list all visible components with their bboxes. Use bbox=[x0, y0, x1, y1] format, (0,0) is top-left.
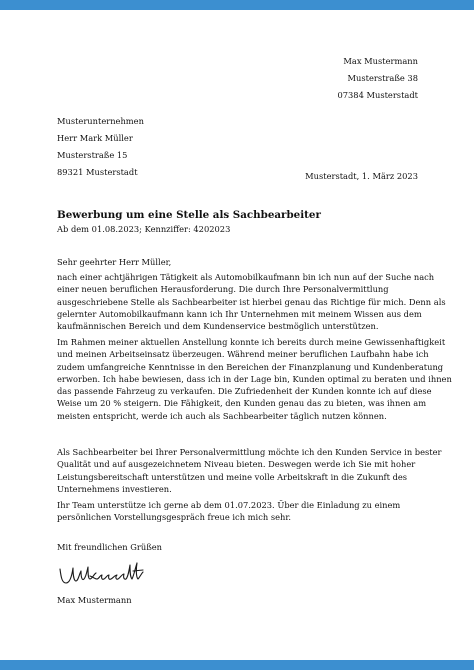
sender-street: Musterstraße 38 bbox=[347, 73, 418, 83]
recipient-company: Musterunternehmen bbox=[57, 116, 144, 126]
body-paragraph-3 bbox=[57, 446, 442, 495]
top-accent-bar bbox=[0, 0, 474, 10]
paragraph-line: nach einer achtjährigen Tätigkeit als Automobilkaufmann bin ich nun auf der Suche nach bbox=[57, 272, 435, 282]
recipient-address bbox=[57, 115, 144, 183]
letter-date: Musterstadt, 1. März 2023 bbox=[305, 171, 418, 181]
paragraph-line: ausgeschriebene Stelle als Sachbearbeiter ist hierbei genau das Richtige für mich. Denn als bbox=[57, 296, 446, 307]
subject-title: Bewerbung um eine Stelle als Sachbearbeiter bbox=[57, 209, 321, 221]
salutation: Sehr geehrter Herr Müller, bbox=[57, 257, 172, 267]
sender-city: 07384 Musterstadt bbox=[337, 90, 418, 100]
paragraph-line: zudem umfangreiche Kenntnisse in den Bereichen der Finanzplanung und Kundenberatung bbox=[57, 361, 444, 372]
body-paragraph-2 bbox=[57, 336, 452, 422]
paragraph-line: Qualität und auf ausgezeichnetem Niveau bieten. Deswegen werde ich Sie mit hoher bbox=[57, 459, 416, 470]
paragraph-line: Ihr Team unterstütze ich gerne ab dem 01.07.2023. Über die Einladung zu einem bbox=[57, 500, 401, 510]
paragraph-line: das passende Fahrzeug zu verkaufen. Die Zufriedenheit der Kunden konnte ich auf diese bbox=[57, 386, 432, 397]
paragraph-line: und meinen Arbeitseinsatz überzeugen. Während meiner beruflichen Laufbahn habe ich bbox=[57, 349, 429, 360]
recipient-street: Musterstraße 15 bbox=[57, 149, 128, 160]
subject-subtitle: Ab dem 01.08.2023; Kennziffer: 4202023 bbox=[57, 224, 231, 234]
paragraph-line: meisten entspricht, werde ich auch als Sachbearbeiter täglich nutzen können. bbox=[57, 410, 387, 421]
handwritten-signature bbox=[57, 557, 147, 591]
paragraph-line: gelernter Automobilkaufmann kann ich Ihr Unternehmen mit meinem Wissen aus dem bbox=[57, 308, 422, 319]
closing-phrase: Mit freundlichen Grüßen bbox=[57, 542, 162, 552]
paragraph-line: erworben. Ich habe bewiesen, dass ich in der Lage bin, Kunden optimal zu beraten und ihnen bbox=[57, 373, 452, 384]
paragraph-line: einer neuen beruflichen Herausforderung. Die durch Ihre Personalvermittlung bbox=[57, 284, 389, 295]
paragraph-line: Als Sachbearbeiter bei Ihrer Personalvermittlung möchte ich den Kunden Service in bester bbox=[57, 447, 442, 457]
recipient-person: Herr Mark Müller bbox=[57, 132, 133, 143]
paragraph-line: Weise um 20 % steigern. Die Fähigkeit, den Kunden genau das zu bieten, was ihnen am bbox=[57, 398, 427, 409]
bottom-accent-bar bbox=[0, 660, 474, 670]
paragraph-line: persönlichen Vorstellungsgespräch freue ich mich sehr. bbox=[57, 512, 292, 523]
body-paragraph-4 bbox=[57, 499, 427, 524]
paragraph-line: kaufmännischen Bereich und dem Kundenservice bestmöglich unterstützen. bbox=[57, 321, 379, 332]
paragraph-line: Leistungsbereitschaft unterstützen und meine volle Arbeitskraft in die Zukunft des bbox=[57, 471, 408, 482]
signer-name: Max Mustermann bbox=[57, 595, 132, 605]
paragraph-line: Unternehmens investieren. bbox=[57, 483, 172, 494]
body-paragraph-1 bbox=[57, 271, 446, 332]
sender-name: Max Mustermann bbox=[343, 56, 418, 66]
recipient-city: 89321 Musterstadt bbox=[57, 166, 138, 177]
paragraph-line: Im Rahmen meiner aktuellen Anstellung konnte ich bereits durch meine Gewissenhaftigkeit bbox=[57, 337, 446, 347]
